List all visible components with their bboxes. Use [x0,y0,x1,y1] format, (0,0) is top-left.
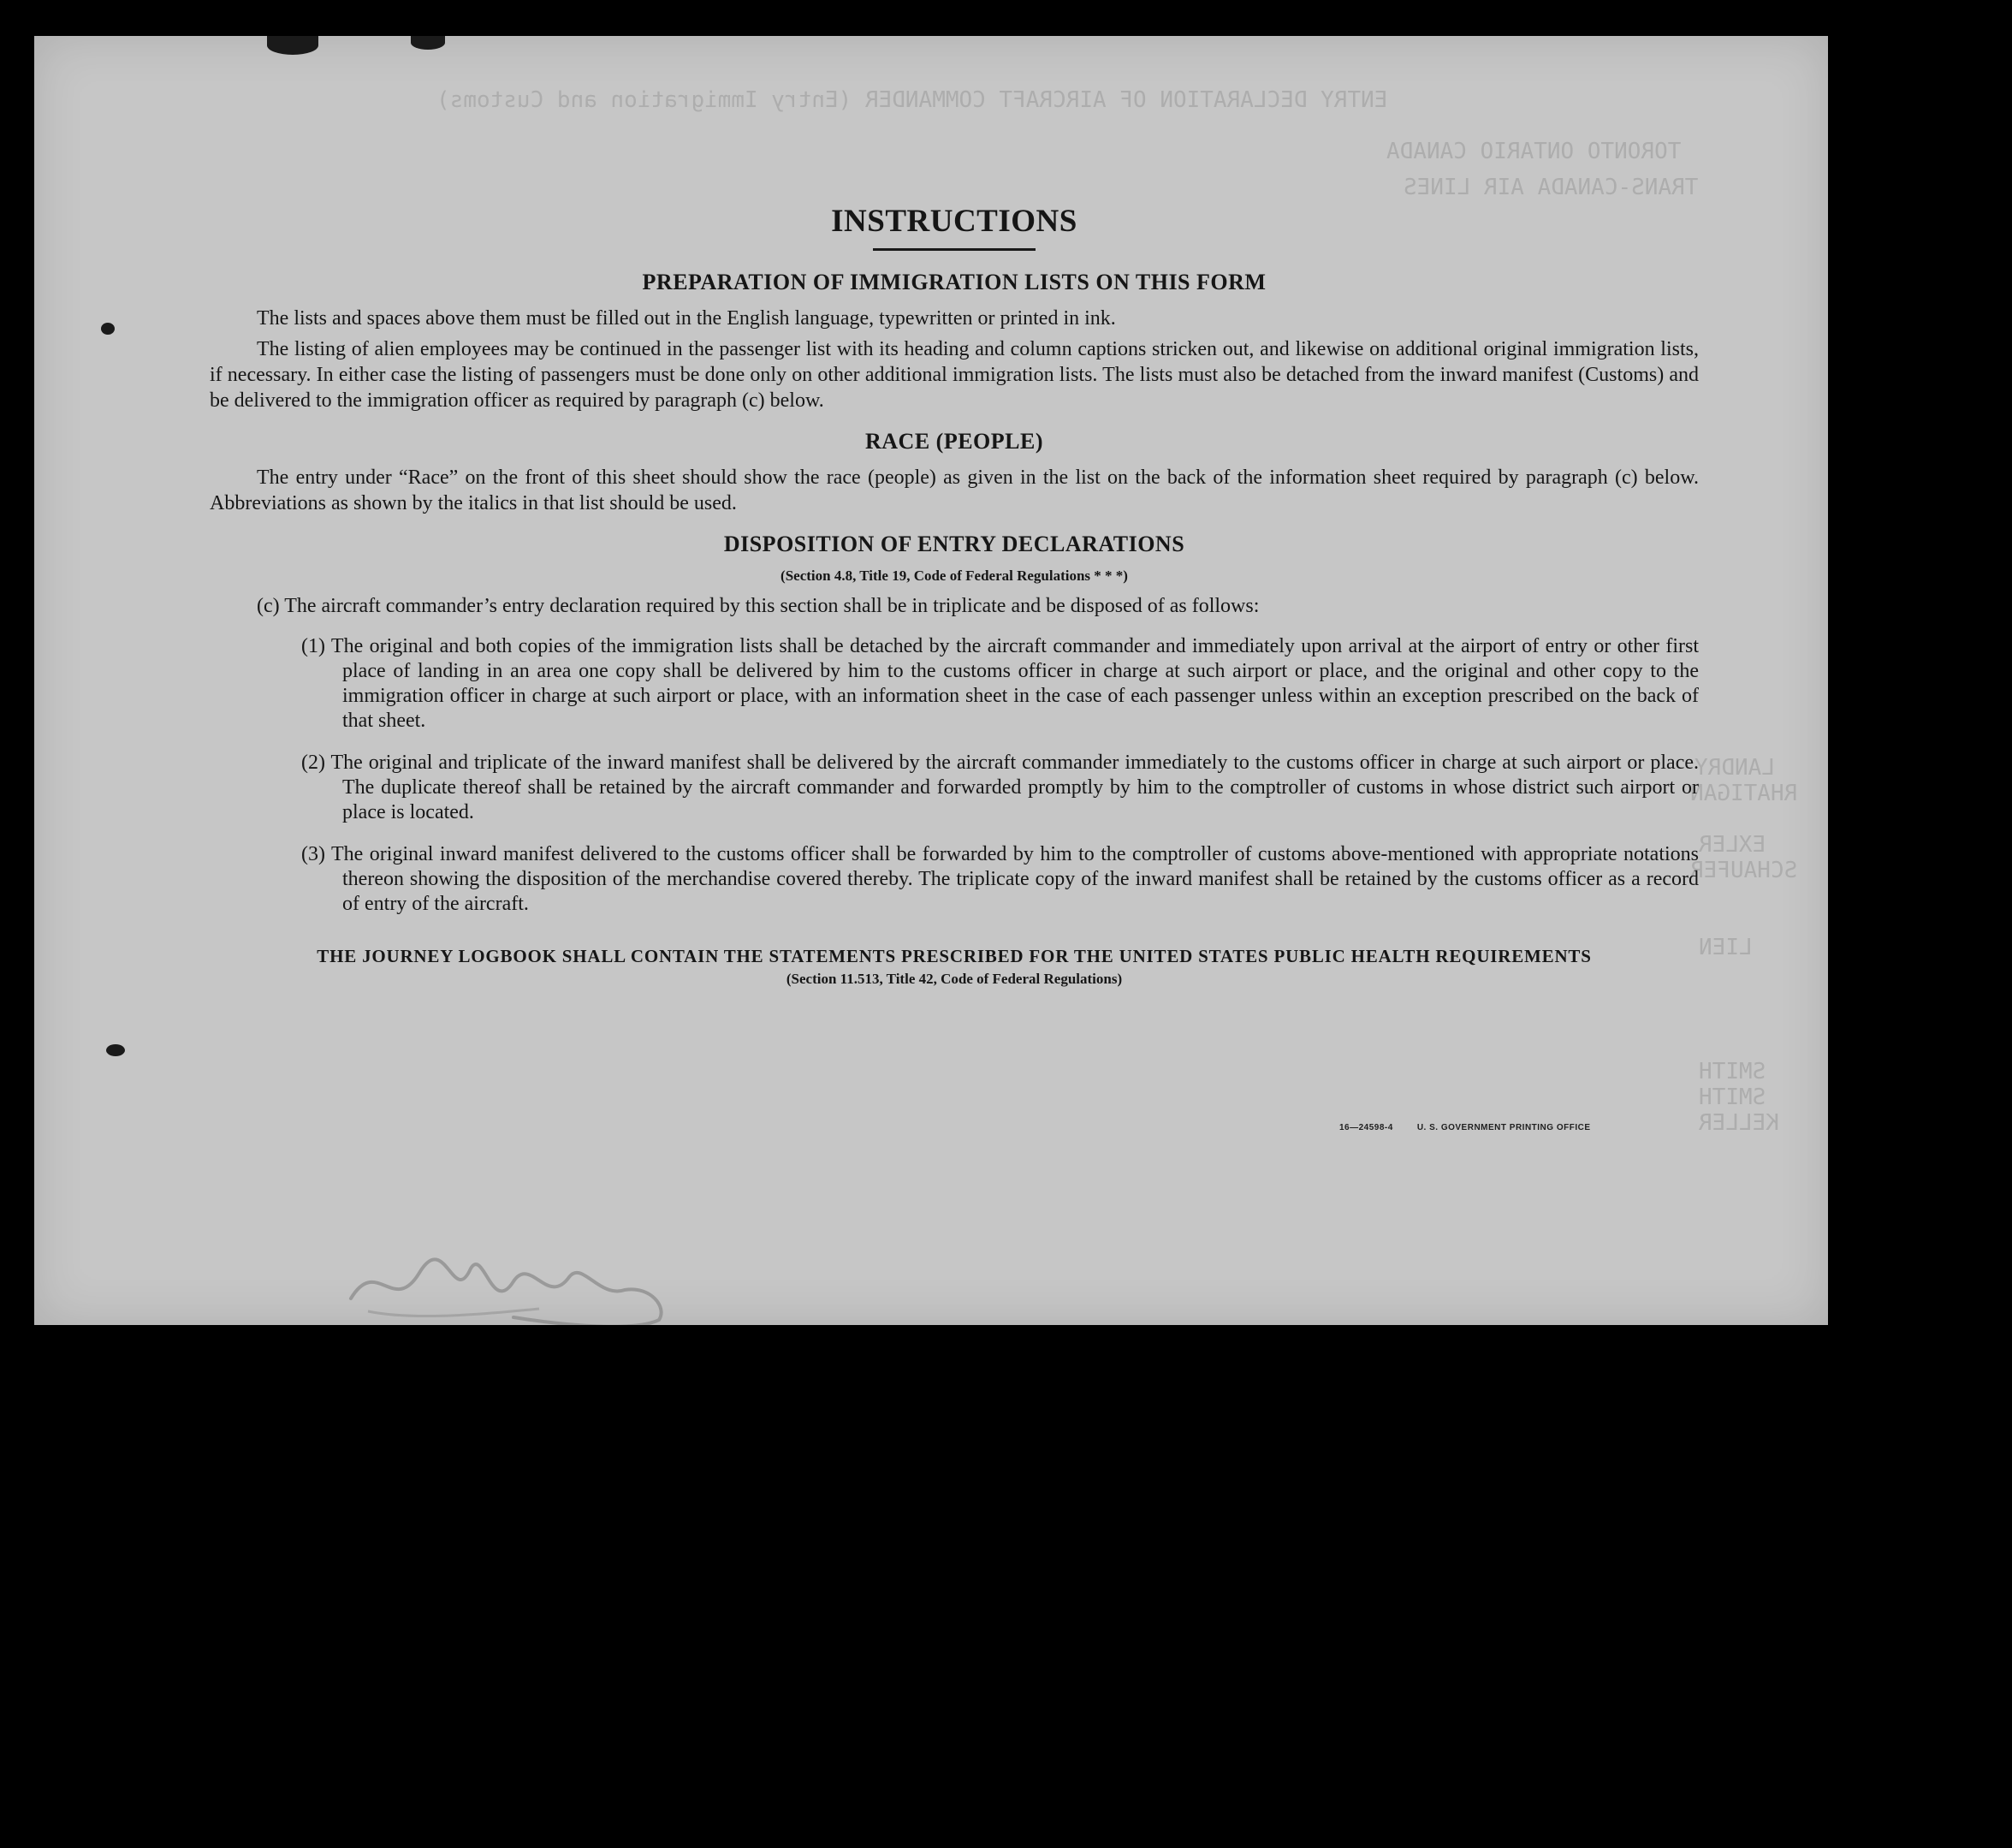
instructions-document [210,203,1699,988]
form-number: 16—24598-4 [1339,1123,1393,1132]
bleed-through-name: KELLER [1699,1110,1779,1136]
bleed-through-name: LANDRY [1694,755,1775,781]
journey-logbook-citation: (Section 11.513, Title 42, Code of Federal Regulations) [786,971,1123,987]
handwritten-signature [342,1239,685,1325]
ink-blot [101,323,115,335]
bleed-through-header-1: ENTRY DECLARATION OF AIRCRAFT COMMANDER (Entry Immigration and Customs) [436,87,1388,113]
paragraph-c: (c) The aircraft commander’s entry declaration required by this section shall be in triplicate and be disposed of as follows: [257,595,1260,617]
document-sheet [34,36,1828,1325]
section-heading: DISPOSITION OF ENTRY DECLARATIONS [723,532,1185,556]
section-preparation [210,270,1699,413]
section-paragraph: The listing of alien employees may be continued in the passenger list with its heading and column captions stricken out, and likewise on additional original immigration lists, if necessary. In either case the listing of passengers must be done only on other additional immigration lists. The lists must also be detached from the inward manifest (Customs) and be delivered to the immigration officer as required by paragraph (c) below. [210,338,1699,412]
document-title: INSTRUCTIONS [831,204,1077,239]
list-item: (2) The original and triplicate of the inward manifest shall be delivered by the aircraft commander immediately to the customs officer in charge at such airport or place. The duplicate thereof shall be retained by the aircraft commander and forwarded promptly by him to the comptroller of customs in whose district such airport or place is located. [301,752,1699,823]
ink-blot [106,1044,125,1056]
section-citation: (Section 4.8, Title 19, Code of Federal Regulations * * *) [780,567,1128,584]
section-heading: RACE (PEOPLE) [865,429,1043,454]
section-heading: PREPARATION OF IMMIGRATION LISTS ON THIS FORM [642,270,1267,294]
bleed-through-name: LIEN [1699,935,1753,960]
printer-name: U. S. GOVERNMENT PRINTING OFFICE [1416,1123,1591,1132]
bleed-through-name: RHATIGAN [1690,781,1798,806]
title-underline [873,248,1036,251]
bleed-through-name: SCHAUFER [1690,858,1798,883]
journey-logbook-statement: THE JOURNEY LOGBOOK SHALL CONTAIN THE STATEMENTS PRESCRIBED FOR THE UNITED STATES PUBLIC HEALTH REQUIREMENTS [317,946,1592,966]
ink-blot [411,36,445,50]
list-item: (1) The original and both copies of the immigration lists shall be detached by the aircraft commander and immediately upon arrival at the airport of entry or other first place of landing in an area one copy shall be delivered by him to the customs officer in charge at such airport or place, and the original and other copy to the immigration officer in charge at such airport or place, with an information sheet in the case of each passenger unless within an exception prescribed on the back of that sheet. [301,635,1699,732]
section-paragraph: The lists and spaces above them must be filled out in the English language, typewritten or printed in ink. [257,307,1116,330]
list-item: (3) The original inward manifest delivered to the customs officer shall be forwarded by him to the comptroller of customs above-mentioned with appropriate notations thereon showing the disposition of the merchandise covered thereby. The triplicate copy of the inward manifest shall be retained by the customs officer as a record of entry of the aircraft. [301,843,1699,915]
section-disposition [210,532,1699,917]
printer-imprint [1339,1123,1591,1132]
ink-blot [267,36,318,55]
bleed-through-name: EXLER [1699,832,1766,858]
bleed-through-header-2: TORONTO ONTARIO CANADA [1386,139,1682,164]
bleed-through-header-3: TRANS-CANADA AIR LINES [1404,175,1699,200]
bleed-through-name: SMITH [1699,1084,1766,1110]
section-race [210,429,1699,516]
section-paragraph: The entry under “Race” on the front of this sheet should show the race (people) as given in the list on the back of the information sheet required by paragraph (c) below. Abbreviations as shown by the italics in that list should be used. [210,466,1699,514]
bleed-through-name: SMITH [1699,1059,1766,1084]
